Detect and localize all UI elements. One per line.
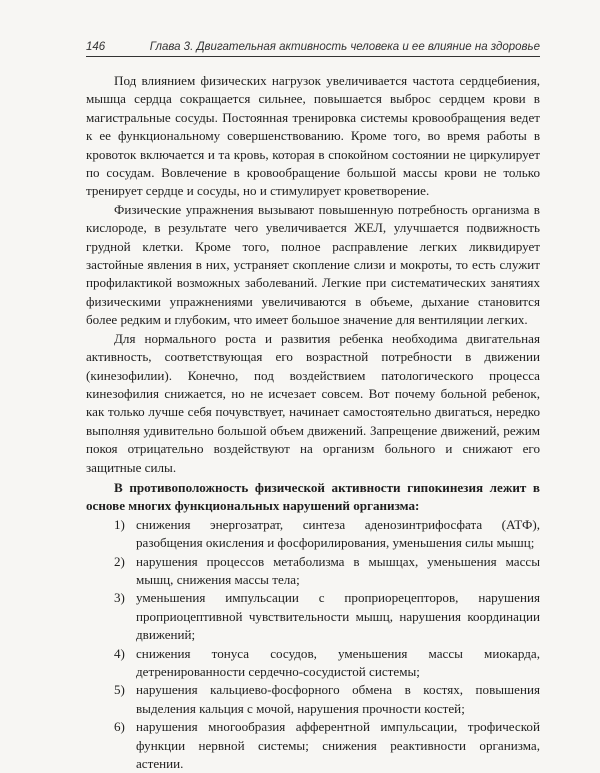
list-marker: 2) [114,553,125,569]
list-marker: 5) [114,682,125,698]
list-item [86,681,540,718]
chapter-title: Глава 3. Двигательная активность человека и ее влияние на здоровье [149,41,540,53]
page-body [86,72,540,773]
list-item-text: нарушения процессов метаболизма в мышцах, уменьшения массы мышц, снижения массы тела; [136,553,540,587]
list-item-text: снижения тонуса сосудов, уменьшения массы миокарда, детренированности сердечно-сосудистой системы; [136,645,540,679]
list-item-text: нарушения кальциево-фосфорного обмена в костях, повышения выделения кальция с мочой, нарушения прочности костей; [136,682,540,716]
list-marker: 1) [114,516,125,532]
list-item-text: снижения энергозатрат, синтеза аденозинтрифосфата (АТФ), разобщения окисления и фосфорилирования, уменьшения силы мышц; [136,516,540,551]
list-item [86,516,540,553]
list-item [86,589,540,644]
hypokinesia-effects-list [86,516,540,773]
list-item [86,645,540,682]
list-item [86,718,540,773]
list-marker: 6) [114,719,125,735]
page-number: 146 [86,41,106,53]
list-item-text: уменьшения импульсации с проприорецепторов, нарушения проприоцептивной чувствительности мышц, нарушения координации движений; [136,590,540,643]
running-header [86,38,540,57]
list-marker: 3) [114,590,125,606]
paragraph-respiration: Физические упражнения вызывают повышенную потребность организма в кислороде, в результате чего увеличивается ЖЕЛ, улучшается подвижность грудной клетки. Кроме того, полное расправление легких ликвидирует застойные явления в них, устраняет скопление слизи и мокроты, то есть служит профилактикой возможных заболеваний. Легкие при систематических занятиях физическими упражнениями увеличиваются в объеме, дыхание становится более редким и глубоким, что имеет большое значение для вентиляции легких. [86,201,540,328]
list-item [86,553,540,590]
paragraph-circulation: Под влиянием физических нагрузок увеличивается частота сердцебиения, мышца сердца сокращается сильнее, повышается выброс сердцем крови в магистральные сосуды. Постоянная тренировка системы кровообращения ведет к ее функциональному совершенствованию. Кроме того, во время работы в кровоток включается и та кровь, которая в спокойном состоянии не циркулирует по сосудам. Вовлечение в кровообращение большой массы крови не только тренирует сердце и сосуды, но и стимулирует кроветворение. [86,73,540,199]
paragraph-hypokinesia-intro: В противоположность физической активности гипокинезия лежит в основе многих функциональных нарушений организма: [86,479,540,514]
list-marker: 4) [114,645,125,661]
paragraph-kinesophilia: Для нормального роста и развития ребенка необходима двигательная активность, соответствующая его возрастной потребности в движении (кинезофилии). Конечно, под воздействием патологического процесса кинезофилия снижается, но не исчезает совсем. Вот почему больной ребенок, как только лучше себя почувствует, начинает самостоятельно двигаться, нередко выполняя удивительно большой объем движений. Запрещение движений, режим покоя отрицательно воздействуют на организм больного и снижают его защитные силы. [86,330,540,475]
list-item-text: нарушения многообразия афферентной импульсации, трофической функции нервной системы; снижения реактивности организма, астении. [136,719,540,772]
